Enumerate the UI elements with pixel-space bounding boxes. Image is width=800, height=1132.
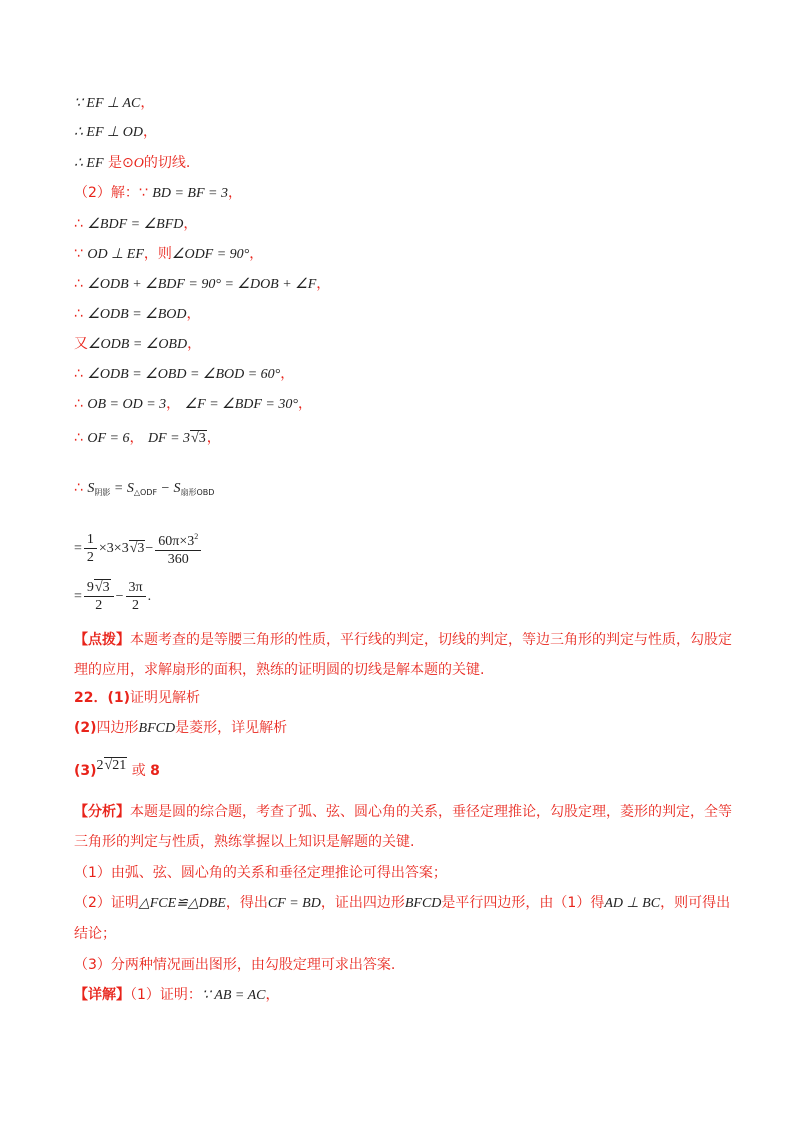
xiangjie-tag: 【详解】 — [74, 987, 130, 1003]
math-expr: ∵ EF ⊥ AC — [74, 96, 141, 111]
proof-line-6: ∵ OD ⊥ EF，则∠ODF = 90°， — [74, 246, 264, 262]
math-expr: OB = OD = 3 — [87, 397, 167, 412]
proof-line-15: = $\frac{9√3}{2}$ − $\frac{3\pi}{2}$ . — [74, 579, 152, 613]
proof-line-11: ∴ OB = OD = 3， ∠F = ∠BDF = 30°， — [74, 396, 312, 412]
fenxi-paragraph: 【分析】本题是圆的综合题，考查了弧、弦、圆心角的关系，垂径定理推论，勾股定理，菱形的判定，全等三角形的判定与性质，熟练掌握以上知识是解题的关键. — [74, 804, 732, 850]
part-label: （2）解： — [74, 185, 139, 201]
math-expr: BD = BF = 3 — [152, 186, 228, 201]
q22-answer-2: (2)四边形BFCD是菱形，详见解析 — [74, 720, 288, 736]
proof-line-1: ∵ EF ⊥ AC， — [74, 95, 155, 111]
math-expr: ∠ODF = 90° — [171, 247, 250, 262]
fenxi-step-3: （3）分两种情况画出图形，由勾股定理可求出答案. — [74, 957, 396, 973]
fraction: $\frac{3\pi}{2}$ — [126, 579, 146, 614]
math-expr: ∴ EF — [74, 156, 104, 171]
proof-line-7: ∴ ∠ODB + ∠BDF = 90° = ∠DOB + ∠F， — [74, 276, 331, 292]
math-expr: DF = 3 — [147, 431, 191, 446]
proof-line-3: ∴ EF 是⊙O的切线. — [74, 155, 191, 171]
sqrt-radicand: √3 — [129, 541, 145, 556]
fenxi-step-2: （2）证明△FCE≌△DBE，得出CF = BD，证出四边形BFCD是平行四边形，由（1）得AD ⊥ BC，则可得出结论； — [74, 895, 731, 942]
math-expr: ∠BDF = ∠BFD — [87, 217, 184, 232]
fenxi-step-1: （1）由弧、弦、圆心角的关系和垂径定理推论可得出答案； — [74, 865, 447, 881]
xiangjie-line: 【详解】（1）证明：∵ AB = AC， — [74, 987, 280, 1003]
proof-line-8: ∴ ∠ODB = ∠BOD， — [74, 306, 201, 322]
dianbo-tag: 【点拨】 — [74, 632, 130, 648]
proof-line-2: ∴ EF ⊥ OD， — [74, 124, 157, 140]
fraction: $\frac{60\pi\times 3^2}{360}$ — [155, 528, 201, 568]
fraction: $\frac{1}{2}$ — [84, 531, 97, 566]
q22-answer-3: (3)2√21 或 8 — [74, 758, 160, 779]
math-expr: OD ⊥ EF — [87, 247, 144, 262]
proof-line-12: ∴ OF = 6， DF = 3√3， — [74, 430, 221, 446]
question-number: 22． — [74, 690, 108, 706]
fenxi-tag: 【分析】 — [74, 804, 130, 820]
sqrt-radicand: √3 — [191, 431, 206, 446]
math-expr: ∠ODB = ∠OBD — [88, 337, 188, 352]
math-expr: ∠ODB = ∠BOD — [87, 307, 187, 322]
sqrt-radicand: √21 — [104, 758, 127, 773]
math-expr: ∴ EF ⊥ OD — [74, 125, 143, 140]
dianbo-paragraph: 【点拨】本题考查的是等腰三角形的性质，平行线的判定，切线的判定，等边三角形的判定与性质，勾股定理的应用，求解扇形的面积，熟练的证明圆的切线是解本题的关键. — [74, 632, 732, 678]
math-expr: ∠ODB + ∠BDF = 90° = ∠DOB + ∠F — [87, 277, 317, 292]
math-expr: ∠F = ∠BDF = 30° — [184, 397, 298, 412]
proof-line-9: 又∠ODB = ∠OBD， — [74, 336, 202, 352]
proof-line-5: ∴ ∠BDF = ∠BFD， — [74, 216, 198, 232]
proof-line-13: ∴ $S_{阴影} = S_{\triangle ODF} - S_{扇形OBD}$ — [74, 480, 215, 497]
math-expr: ∠ODB = ∠OBD = ∠BOD = 60° — [87, 367, 281, 382]
math-expr: OF = 6 — [87, 431, 130, 446]
proof-line-4: （2）解：∵ BD = BF = 3， — [74, 185, 242, 201]
fraction: $\frac{9√3}{2}$ — [84, 579, 114, 614]
proof-line-10: ∴ ∠ODB = ∠OBD = ∠BOD = 60°， — [74, 366, 295, 382]
proof-line-14: = $\frac{1}{2}$ ×3×3√3− $\frac{60\pi\times 3^2}{360}$ — [74, 528, 203, 568]
q22-answer-1: 22．(1)证明见解析 — [74, 690, 201, 706]
